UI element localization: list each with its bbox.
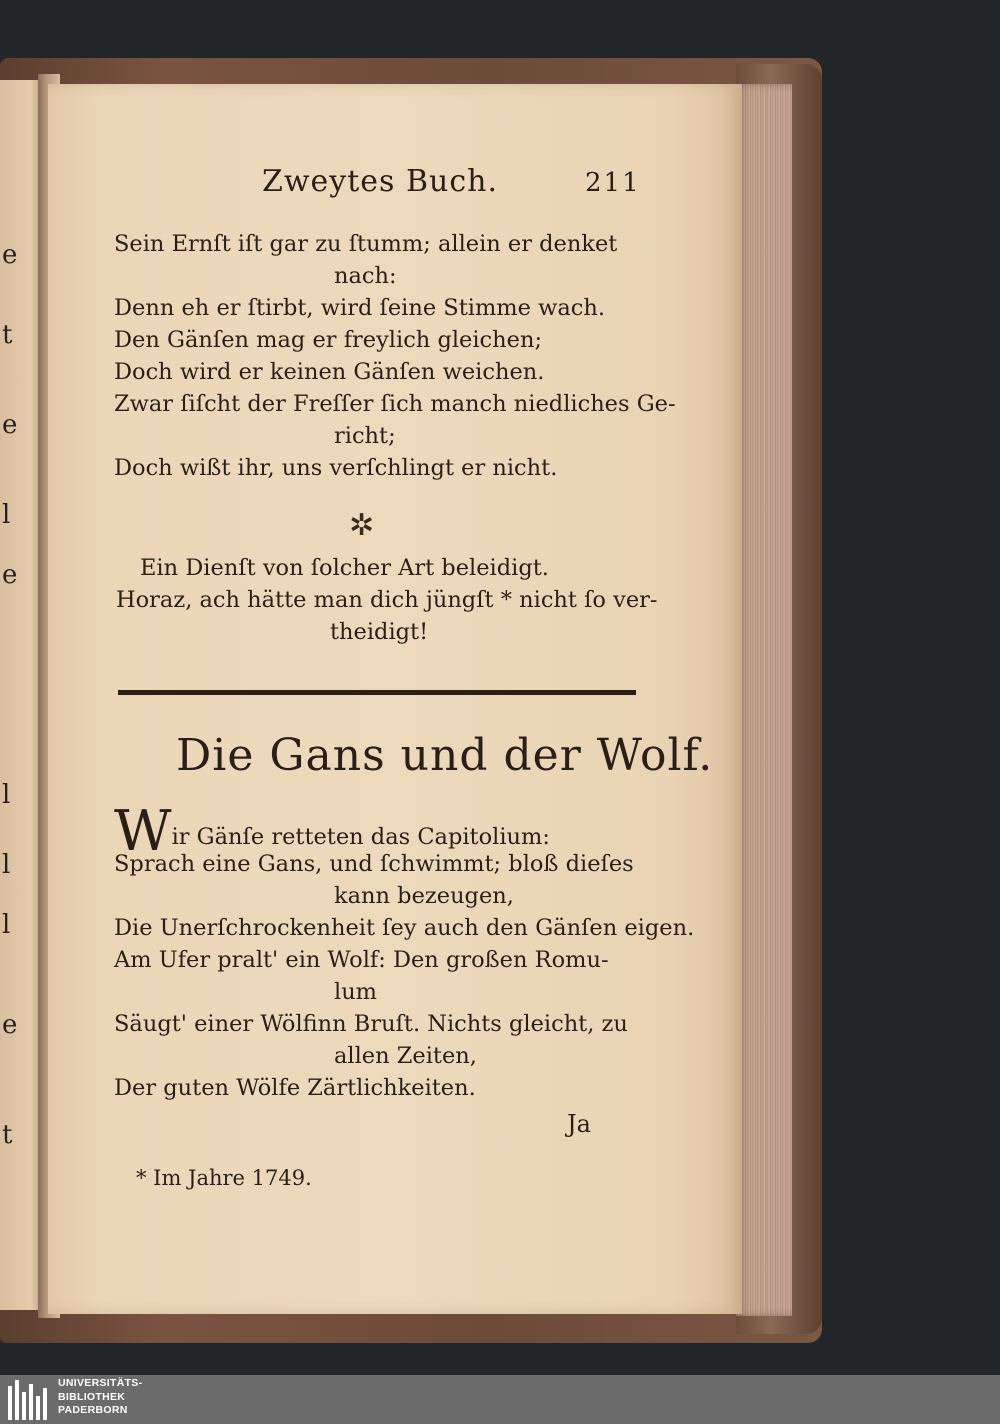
institution-line: UNIVERSITÄTS- xyxy=(58,1377,143,1389)
running-head: Zweytes Buch. xyxy=(262,164,498,199)
logo-bar xyxy=(29,1384,33,1420)
drop-cap: W xyxy=(114,799,172,864)
poem-line: Denn eh er ſtirbt, wird ſeine Stimme wach. xyxy=(114,295,606,321)
fable-line: ir Gänſe retteten das Capitolium: xyxy=(171,824,550,850)
poem-line: Doch wird er keinen Gänſen weichen. xyxy=(114,359,545,385)
library-logo xyxy=(6,1378,50,1422)
poem-line: Doch wißt ihr, uns verſchlingt er nicht. xyxy=(114,455,558,481)
logo-bar xyxy=(36,1396,40,1420)
poem-line: Zwar ſiſcht der Freſſer ſich manch niedliches Ge- xyxy=(114,391,676,417)
footer-bar xyxy=(0,1375,1000,1424)
epigram xyxy=(116,552,670,648)
logo-bar xyxy=(43,1388,47,1420)
left-mark: e xyxy=(2,410,18,440)
left-mark: e xyxy=(2,240,18,270)
fable-line: Sprach eine Gans, und ſchwimmt; bloß dieſes xyxy=(114,851,634,877)
institution-line: BIBLIOTHEK xyxy=(58,1390,126,1403)
left-mark: t xyxy=(2,1120,13,1150)
left-mark: e xyxy=(2,560,18,590)
logo-bar xyxy=(22,1392,26,1420)
fable-line: Die Unerſchrockenheit ſey auch den Gänſen eigen. xyxy=(114,915,695,941)
left-mark: t xyxy=(2,320,13,350)
page-edges xyxy=(736,84,792,1316)
page-number: 211 xyxy=(585,168,641,198)
poem-stanza xyxy=(114,228,676,484)
left-mark: l xyxy=(2,850,11,880)
footnote: * Im Jahre 1749. xyxy=(136,1166,312,1190)
epigram-line: theidigt! xyxy=(330,619,429,645)
section-rule xyxy=(118,690,636,695)
institution-line: PADERBORN xyxy=(58,1404,128,1416)
poem-line: richt; xyxy=(334,423,396,449)
institution-name xyxy=(58,1377,142,1418)
fable-line: Der guten Wölfe Zärtlichkeiten. xyxy=(114,1075,476,1101)
fable-text xyxy=(114,799,695,1104)
poem-line: Den Gänſen mag er freylich gleichen; xyxy=(114,327,543,353)
left-mark: l xyxy=(2,910,11,940)
fable-line: allen Zeiten, xyxy=(334,1043,477,1069)
fable-line: Säugt' einer Wölfinn Bruſt. Nichts gleicht, zu xyxy=(114,1011,628,1037)
poem-line: nach: xyxy=(334,263,397,289)
poem-line: Sein Ernſt iſt gar zu ſtumm; allein er denket xyxy=(114,231,618,257)
epigram-line: Horaz, ach hätte man dich jüngſt * nicht ſo ver- xyxy=(116,587,658,613)
fable-line: kann bezeugen, xyxy=(334,883,514,909)
fable-line: lum xyxy=(334,979,378,1005)
fleuron-ornament: ✲ xyxy=(349,508,375,543)
left-mark: l xyxy=(2,500,11,530)
left-mark: e xyxy=(2,1010,18,1040)
fable-line: Am Ufer pralt' ein Wolf: Den großen Romu- xyxy=(114,947,609,973)
catchword: Ja xyxy=(567,1110,591,1138)
left-page-marks xyxy=(0,80,20,1310)
logo-bar xyxy=(15,1380,19,1420)
logo-bar xyxy=(8,1386,12,1420)
left-mark: l xyxy=(2,780,11,810)
fable-title: Die Gans und der Wolf. xyxy=(176,730,714,781)
epigram-line: Ein Dienſt von ſolcher Art beleidigt. xyxy=(140,555,549,581)
